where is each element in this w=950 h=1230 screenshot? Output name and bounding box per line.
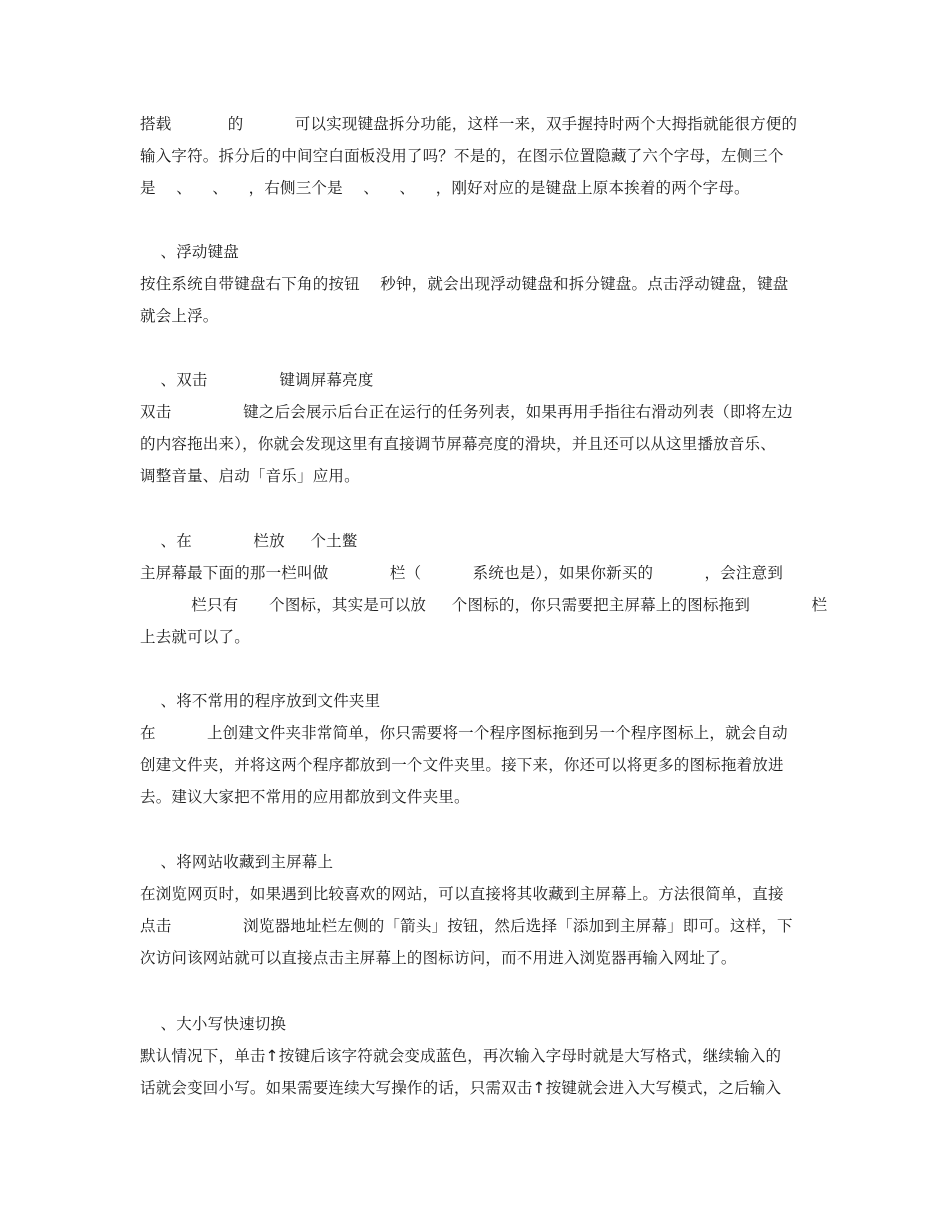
paragraph-line: 输入字符。拆分后的中间空白面板没用了吗？不是的，在图示位置隐藏了六个字母，左侧三个 (140, 147, 784, 165)
paragraph-line: 调整音量、启动「音乐」应用。 (140, 467, 360, 485)
paragraph-line: 上去就可以了。 (140, 628, 250, 646)
paragraph-line: 点击 浏览器地址栏左侧的「箭头」按钮，然后选择「添加到主屏幕」即可。这样，下 (140, 917, 793, 935)
paragraph-line: 双击 键之后会展示后台正在运行的任务列表，如果再用手指往右滑动列表（即将左边 (140, 403, 793, 421)
paragraph-line: 是 、 、 ，右侧三个是 、 、 ，刚好对应的是键盘上原本挨着的两个字母。 (140, 179, 750, 197)
paragraph-line: 在浏览网页时，如果遇到比较喜欢的网站，可以直接将其收藏到主屏幕上。方法很简单，直接 (140, 885, 784, 903)
section-heading: 、大小写快速切换 (140, 1015, 287, 1033)
section-heading: 、双击 键调屏幕亮度 (140, 371, 374, 389)
paragraph-line: 在 上创建文件夹非常简单，你只需要将一个程序图标拖到另一个程序图标上，就会自动 (140, 724, 788, 742)
section-heading: 、浮动键盘 (140, 243, 240, 261)
paragraph-line: 次访问该网站就可以直接点击主屏幕上的图标访问，而不用进入浏览器再输入网址了。 (140, 949, 737, 967)
paragraph-line: 创建文件夹，并将这两个程序都放到一个文件夹里。接下来，你还可以将更多的图标拖着放进 (140, 756, 784, 774)
paragraph-line: 主屏幕最下面的那一栏叫做 栏（ 系统也是），如果你新买的 ，会注意到 (140, 564, 784, 582)
section-heading: 、在 栏放 个土鳖 (140, 532, 358, 550)
paragraph-line: 搭载 的 可以实现键盘拆分功能，这样一来，双手握持时两个大拇指就能很方便的 (140, 115, 798, 133)
paragraph-line: 按住系统自带键盘右下角的按钮 秒钟，就会出现浮动键盘和拆分键盘。点击浮动键盘，键盘 (140, 275, 789, 293)
paragraph-line: 话就会变回小写。如果需要连续大写操作的话，只需双击↑按键就会进入大写模式，之后输入 (140, 1079, 782, 1097)
paragraph-line: 的内容拖出来），你就会发现这里有直接调节屏幕亮度的滑块，并且还可以从这里播放音乐、 (140, 435, 776, 453)
paragraph-line: 就会上浮。 (140, 307, 219, 325)
section-heading: 、将不常用的程序放到文件夹里 (140, 692, 381, 710)
section-heading: 、将网站收藏到主屏幕上 (140, 853, 334, 871)
paragraph-line: 栏只有 个图标，其实是可以放 个图标的，你只需要把主屏幕上的图标拖到 栏 (140, 596, 828, 614)
paragraph-line: 默认情况下，单击↑按键后该字符就会变成蓝色，再次输入字母时就是大写格式，继续输入的 (140, 1047, 782, 1065)
paragraph-line: 去。建议大家把不常用的应用都放到文件夹里。 (140, 788, 470, 806)
